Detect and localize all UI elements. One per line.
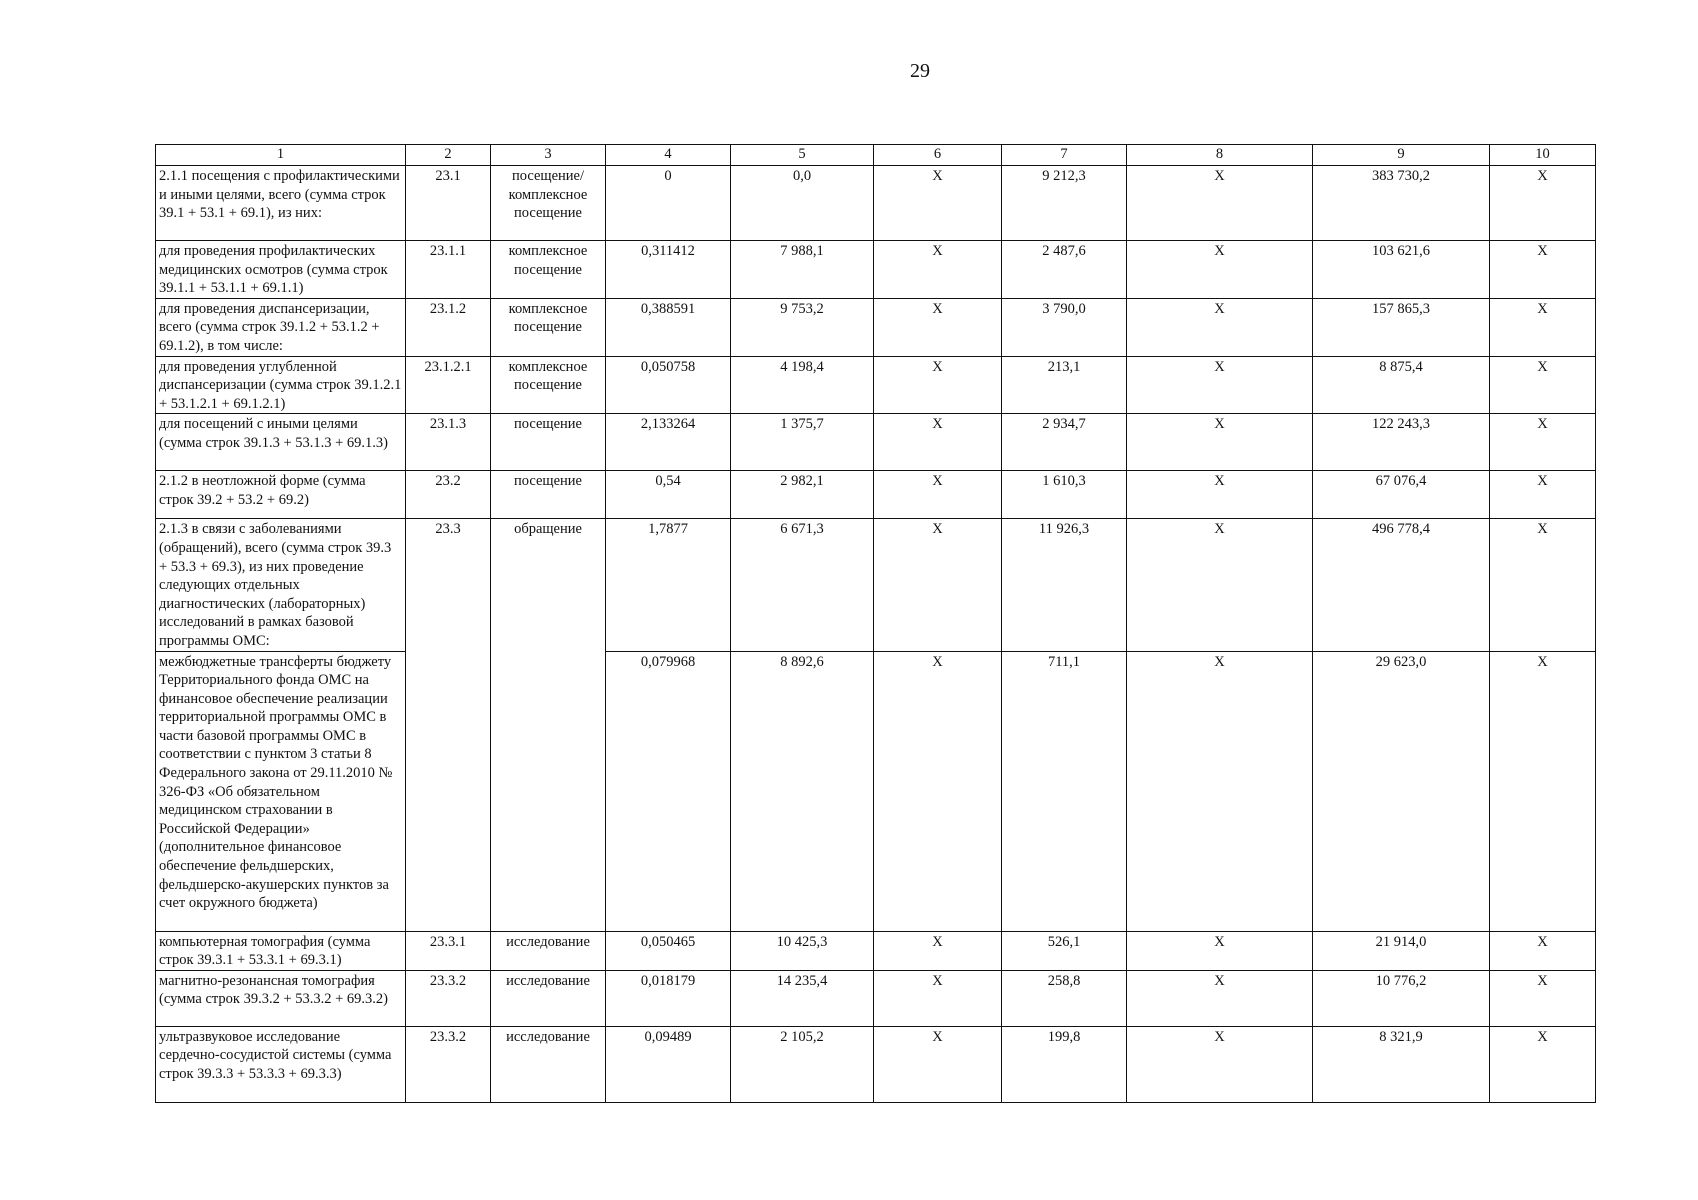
table-row — [156, 1026, 1596, 1102]
cell-col5: 14 235,4 — [731, 970, 874, 1026]
column-number-row — [156, 145, 1596, 166]
cell-col8: X — [1127, 471, 1313, 519]
cell-col8: X — [1127, 931, 1313, 970]
cell-col8: X — [1127, 970, 1313, 1026]
cell-col6: X — [874, 471, 1002, 519]
table-row — [156, 651, 1596, 931]
cell-col5: 8 892,6 — [731, 651, 874, 931]
row-unit: комплексное посещение — [491, 298, 606, 356]
row-unit: исследование — [491, 931, 606, 970]
cell-col7: 258,8 — [1002, 970, 1127, 1026]
cell-col6: X — [874, 241, 1002, 299]
cell-col8: X — [1127, 1026, 1313, 1102]
cell-col10: X — [1490, 241, 1596, 299]
cell-col8: X — [1127, 414, 1313, 471]
cell-col4: 0,018179 — [606, 970, 731, 1026]
row-description: магнитно-резонансная томография (сумма строк 39.3.2 + 53.3.2 + 69.3.2) — [156, 970, 406, 1026]
cell-col6: X — [874, 651, 1002, 931]
row-description: компьютерная томография (сумма строк 39.3.1 + 53.3.1 + 69.3.1) — [156, 931, 406, 970]
cell-col8: X — [1127, 298, 1313, 356]
row-description: для проведения профилактических медицинских осмотров (сумма строк 39.1.1 + 53.1.1 + 69.1.1) — [156, 241, 406, 299]
column-header: 7 — [1002, 145, 1127, 166]
row-description: 2.1.1 посещения с профилактическими и иными целями, всего (сумма строк 39.1 + 53.1 + 69.1), из них: — [156, 166, 406, 241]
row-code: 23.1.3 — [406, 414, 491, 471]
row-unit: посещение — [491, 471, 606, 519]
cell-col5: 10 425,3 — [731, 931, 874, 970]
cell-col5: 6 671,3 — [731, 519, 874, 651]
row-unit: посещение — [491, 414, 606, 471]
cell-col8: X — [1127, 166, 1313, 241]
column-header: 4 — [606, 145, 731, 166]
cell-col5: 1 375,7 — [731, 414, 874, 471]
cell-col4: 0,09489 — [606, 1026, 731, 1102]
column-header: 5 — [731, 145, 874, 166]
row-code: 23.3.2 — [406, 1026, 491, 1102]
cell-col8: X — [1127, 356, 1313, 414]
column-header: 8 — [1127, 145, 1313, 166]
row-description: межбюджетные трансферты бюджету Территориального фонда ОМС на финансовое обеспечение реализации территориальной программы ОМС в части базовой программы ОМС в соответствии с пунктом 3 статьи 8 Федерального закона от 29.11.2010 № 326-ФЗ «Об обязательном медицинском страховании в Российской Федерации» (дополнительное финансовое обеспечение фельдшерских, фельдшерско-акушерских пунктов за счет окружного бюджета) — [156, 651, 406, 931]
cell-col9: 8 875,4 — [1313, 356, 1490, 414]
cell-col9: 383 730,2 — [1313, 166, 1490, 241]
cell-col6: X — [874, 298, 1002, 356]
cell-col10: X — [1490, 298, 1596, 356]
row-unit: обращение — [491, 519, 606, 931]
cell-col5: 2 105,2 — [731, 1026, 874, 1102]
page-number: 29 — [910, 60, 930, 82]
cell-col9: 122 243,3 — [1313, 414, 1490, 471]
cell-col5: 7 988,1 — [731, 241, 874, 299]
cell-col7: 213,1 — [1002, 356, 1127, 414]
cell-col10: X — [1490, 970, 1596, 1026]
cell-col9: 496 778,4 — [1313, 519, 1490, 651]
cell-col5: 0,0 — [731, 166, 874, 241]
cell-col10: X — [1490, 1026, 1596, 1102]
cell-col7: 2 487,6 — [1002, 241, 1127, 299]
cell-col8: X — [1127, 519, 1313, 651]
cell-col7: 711,1 — [1002, 651, 1127, 931]
cell-col10: X — [1490, 356, 1596, 414]
table-row — [156, 414, 1596, 471]
cell-col4: 0,54 — [606, 471, 731, 519]
cell-col4: 0,079968 — [606, 651, 731, 931]
table-row — [156, 241, 1596, 299]
column-header: 3 — [491, 145, 606, 166]
cell-col6: X — [874, 970, 1002, 1026]
table-row — [156, 471, 1596, 519]
cell-col9: 8 321,9 — [1313, 1026, 1490, 1102]
column-header: 9 — [1313, 145, 1490, 166]
cell-col7: 11 926,3 — [1002, 519, 1127, 651]
cell-col5: 4 198,4 — [731, 356, 874, 414]
cell-col9: 21 914,0 — [1313, 931, 1490, 970]
cell-col7: 9 212,3 — [1002, 166, 1127, 241]
cell-col6: X — [874, 519, 1002, 651]
row-description: для проведения углубленной диспансеризации (сумма строк 39.1.2.1 + 53.1.2.1 + 69.1.2.1) — [156, 356, 406, 414]
cell-col7: 1 610,3 — [1002, 471, 1127, 519]
row-unit: исследование — [491, 1026, 606, 1102]
cell-col9: 29 623,0 — [1313, 651, 1490, 931]
row-description: для проведения диспансеризации, всего (сумма строк 39.1.2 + 53.1.2 + 69.1.2), в том числе: — [156, 298, 406, 356]
row-code: 23.3.2 — [406, 970, 491, 1026]
row-description: ультразвуковое исследование сердечно-сосудистой системы (сумма строк 39.3.3 + 53.3.3 + 69.3.3) — [156, 1026, 406, 1102]
row-code: 23.3.1 — [406, 931, 491, 970]
cell-col7: 526,1 — [1002, 931, 1127, 970]
cell-col10: X — [1490, 471, 1596, 519]
column-header: 6 — [874, 145, 1002, 166]
table-row — [156, 931, 1596, 970]
row-code: 23.1.2 — [406, 298, 491, 356]
cell-col7: 3 790,0 — [1002, 298, 1127, 356]
row-unit: комплексное посещение — [491, 356, 606, 414]
row-code: 23.1.1 — [406, 241, 491, 299]
cell-col7: 2 934,7 — [1002, 414, 1127, 471]
cell-col10: X — [1490, 651, 1596, 931]
row-code: 23.3 — [406, 519, 491, 931]
cell-col6: X — [874, 356, 1002, 414]
table-row — [156, 356, 1596, 414]
cell-col10: X — [1490, 166, 1596, 241]
row-description: 2.1.3 в связи с заболеваниями (обращений), всего (сумма строк 39.3 + 53.3 + 69.3), из них проведение следующих отдельных диагностических (лабораторных) исследований в рамках базовой программы ОМС: — [156, 519, 406, 651]
row-unit: посещение/ комплексное посещение — [491, 166, 606, 241]
table-row — [156, 970, 1596, 1026]
column-header: 2 — [406, 145, 491, 166]
cell-col9: 10 776,2 — [1313, 970, 1490, 1026]
cell-col6: X — [874, 1026, 1002, 1102]
cell-col4: 0,388591 — [606, 298, 731, 356]
row-description: 2.1.2 в неотложной форме (сумма строк 39.2 + 53.2 + 69.2) — [156, 471, 406, 519]
row-code: 23.2 — [406, 471, 491, 519]
row-description: для посещений с иными целями (сумма строк 39.1.3 + 53.1.3 + 69.1.3) — [156, 414, 406, 471]
cell-col10: X — [1490, 931, 1596, 970]
column-header: 10 — [1490, 145, 1596, 166]
cell-col4: 0 — [606, 166, 731, 241]
table-row — [156, 166, 1596, 241]
cell-col6: X — [874, 414, 1002, 471]
row-unit: исследование — [491, 970, 606, 1026]
cell-col9: 157 865,3 — [1313, 298, 1490, 356]
cell-col4: 0,050465 — [606, 931, 731, 970]
cell-col5: 2 982,1 — [731, 471, 874, 519]
row-code: 23.1.2.1 — [406, 356, 491, 414]
column-header: 1 — [156, 145, 406, 166]
table-row — [156, 298, 1596, 356]
cell-col4: 1,7877 — [606, 519, 731, 651]
table-row — [156, 519, 1596, 651]
data-table — [155, 144, 1596, 1103]
cell-col4: 2,133264 — [606, 414, 731, 471]
cell-col4: 0,050758 — [606, 356, 731, 414]
cell-col7: 199,8 — [1002, 1026, 1127, 1102]
row-code: 23.1 — [406, 166, 491, 241]
cell-col9: 67 076,4 — [1313, 471, 1490, 519]
cell-col5: 9 753,2 — [731, 298, 874, 356]
cell-col8: X — [1127, 241, 1313, 299]
cell-col4: 0,311412 — [606, 241, 731, 299]
cell-col6: X — [874, 931, 1002, 970]
cell-col10: X — [1490, 414, 1596, 471]
cell-col6: X — [874, 166, 1002, 241]
cell-col10: X — [1490, 519, 1596, 651]
cell-col8: X — [1127, 651, 1313, 931]
cell-col9: 103 621,6 — [1313, 241, 1490, 299]
row-unit: комплексное посещение — [491, 241, 606, 299]
